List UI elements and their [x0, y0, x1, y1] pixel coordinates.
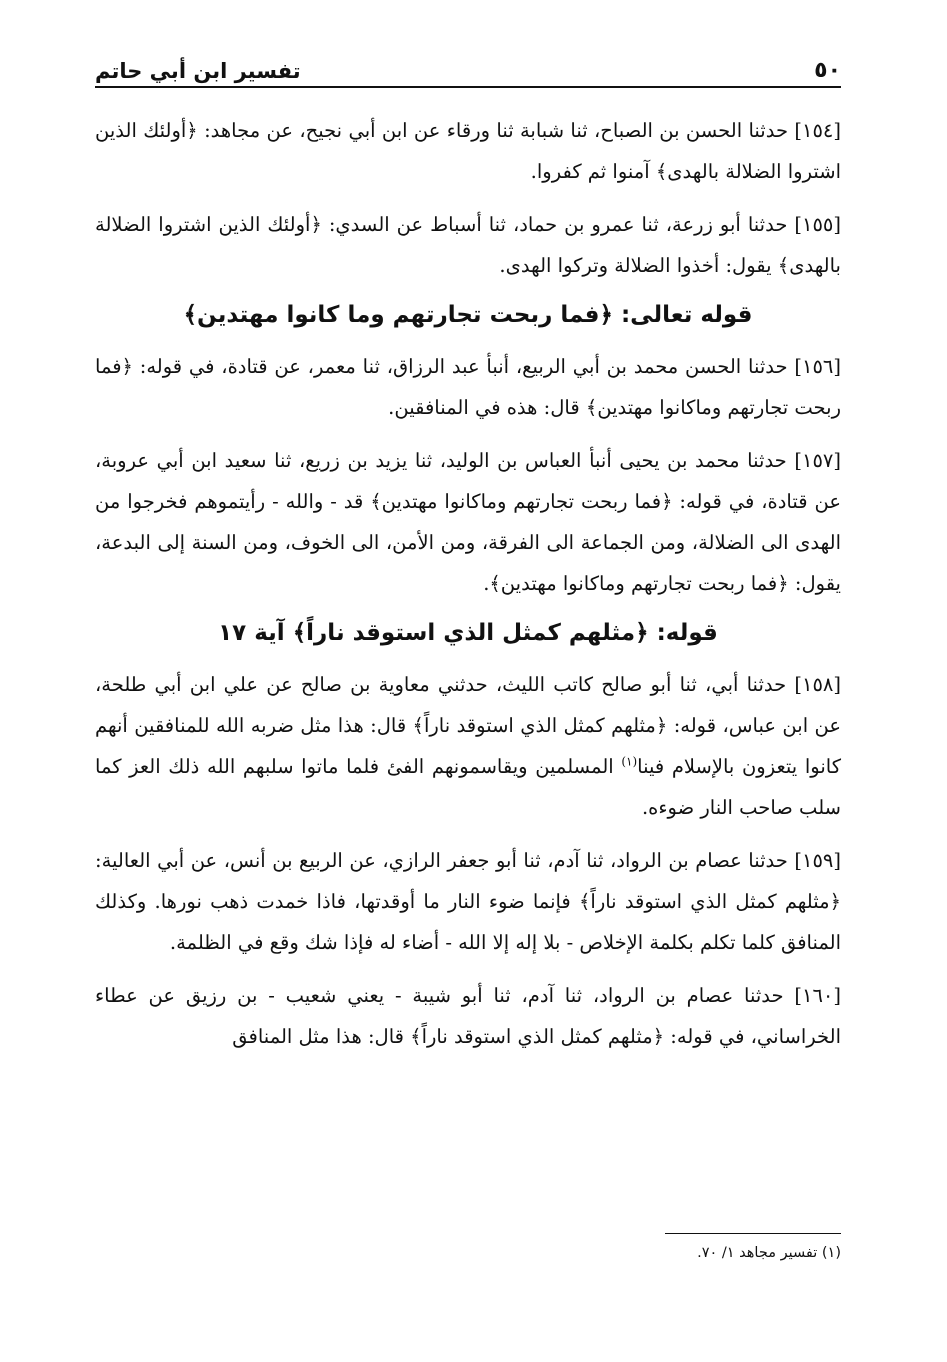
- narration-156: [١٥٦] حدثنا الحسن محمد بن أبي الربيع، أنبأ عبد الرزاق، ثنا معمر، عن قتادة، في قوله: ﴿فما ربحت تجارتهم وماكانوا مهتدين﴾ قال: هذه في المنافقين.: [95, 355, 841, 419]
- book-title: تفسير ابن أبي حاتم: [95, 59, 301, 83]
- section-heading-verse-16: قوله تعالى: ﴿فما ربحت تجارتهم وما كانوا مهتدين﴾: [183, 302, 753, 328]
- page-body: [95, 110, 841, 1057]
- narration-154: [١٥٤] حدثنا الحسن بن الصباح، ثنا شبابة ثنا ورقاء عن ابن أبي نجيح، عن مجاهد: ﴿أولئك الذين اشتروا الضلالة بالهدى﴾ آمنوا ثم كفروا.: [95, 119, 841, 183]
- page: [95, 44, 841, 1324]
- footnote-divider: [665, 1233, 841, 1234]
- footnote-reference: (١): [621, 754, 638, 769]
- narration-158: [95, 664, 841, 828]
- section-heading-verse-17: قوله: ﴿مثلهم كمثل الذي استوقد ناراً﴾ آية ١٧: [218, 620, 718, 646]
- narration-158-text-end: المسلمين ويقاسمونهم الفئ فلما ماتوا سلبهم الله ذلك العز كما سلب صاحب النار ضوءه.: [95, 755, 841, 819]
- narration-155: [١٥٥] حدثنا أبو زرعة، ثنا عمرو بن حماد، ثنا أسباط عن السدي: ﴿أولئك الذين اشتروا الضلالة بالهدى﴾ يقول: أخذوا الضلالة وتركوا الهدى.: [95, 213, 841, 277]
- running-header: [95, 44, 841, 88]
- narration-160: [١٦٠] حدثنا عصام بن الرواد، ثنا آدم، ثنا أبو شيبة - يعني شعيب - بن رزيق عن عطاء الخراساني، في قوله: ﴿مثلهم كمثل الذي استوقد ناراً﴾ قال: هذا مثل المنافق: [95, 984, 841, 1048]
- footnote: (١) تفسير مجاهد ١/ ٧٠.: [697, 1245, 841, 1261]
- narration-157: [١٥٧] حدثنا محمد بن يحيى أنبأ العباس بن الوليد، ثنا يزيد بن زريع، ثنا سعيد ابن أبي عروبة، عن قتادة، في قوله: ﴿فما ربحت تجارتهم وماكانوا مهتدين﴾ قد - والله - رأيتموهم فخرجوا من الهدى الى الضلالة، ومن الجماعة الى الفرقة، ومن الأمن، الى الخوف، ومن السنة إلى البدعة، يقول: ﴿فما ربحت تجارتهم وماكانوا مهتدين﴾.: [95, 449, 841, 595]
- narration-158-text-start: [١٥٨] حدثنا أبي، ثنا أبو صالح كاتب الليث، حدثني معاوية بن صالح عن علي ابن أبي طلحة، عن ابن عباس، قوله: ﴿مثلهم كمثل الذي استوقد ناراً﴾ قال: هذا مثل ضربه الله للمنافقين أنهم كانوا يتعزون بالإسلام فينا: [95, 673, 841, 778]
- narration-159: [١٥٩] حدثنا عصام بن الرواد، ثنا آدم، ثنا أبو جعفر الرازي، عن الربيع بن أنس، عن أبي العالية: ﴿مثلهم كمثل الذي استوقد ناراً﴾ فإنما ضوء النار ما أوقدتها، فاذا خمدت ذهب نورها. وكذلك المنافق كلما تكلم بكلمة الإخلاص - بلا إله إلا الله - أضاء له فإذا شك وقع في الظلمة.: [95, 849, 841, 954]
- page-number: ٥٠: [814, 58, 841, 83]
